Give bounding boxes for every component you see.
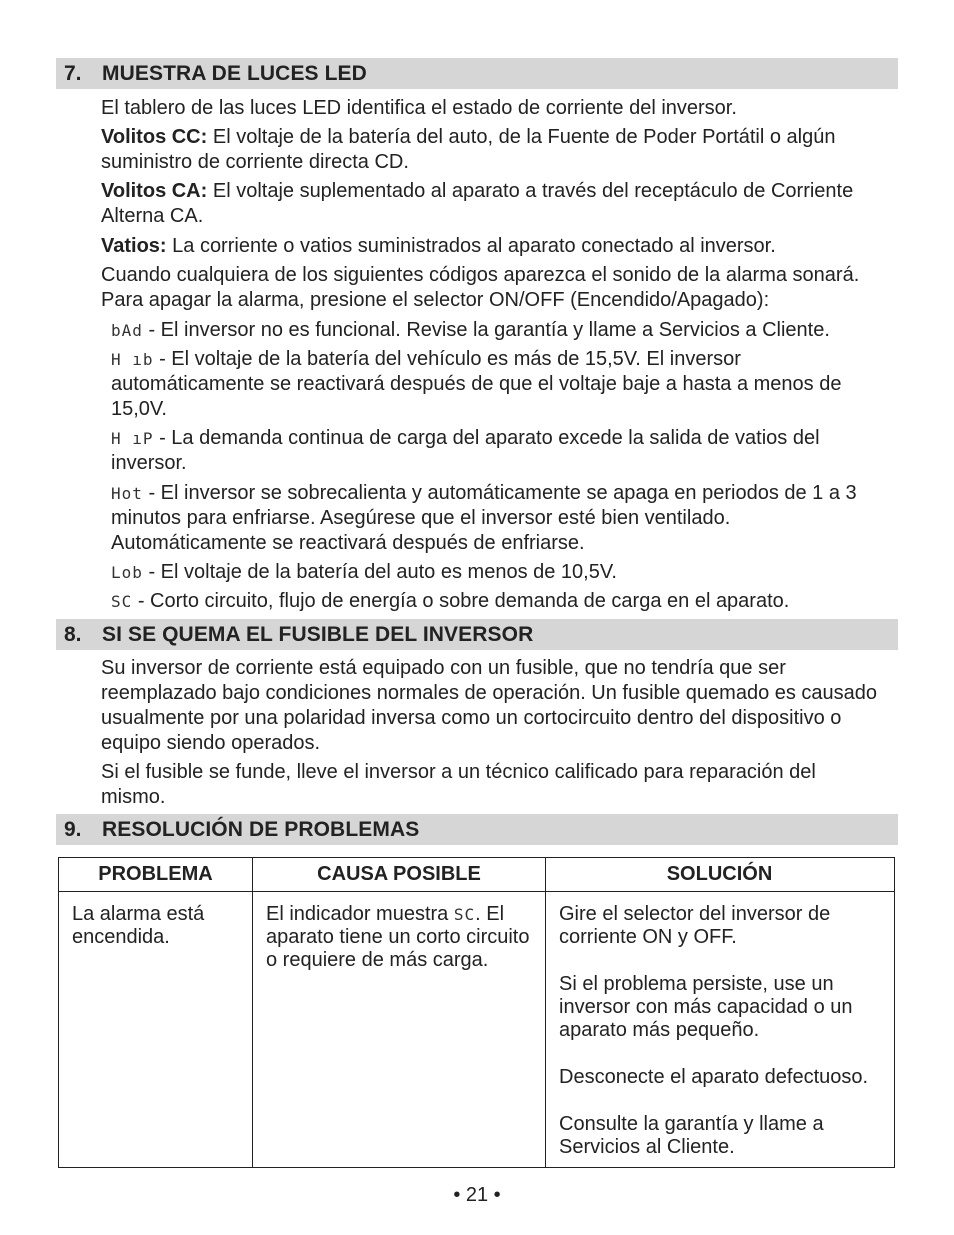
code-item (111, 560, 901, 585)
code-item (111, 481, 881, 556)
problem-cell (72, 903, 242, 973)
ac-volts-label: Volitos CA: (101, 180, 208, 202)
code-description: - El voltaje de la batería del vehículo es más de 15,5V. El inversor automáticamente se reactivará después de que el voltaje baje a hasta a menos de 15,0V. (111, 348, 842, 420)
display-code: H ıb (111, 350, 154, 369)
code-description: - Corto circuito, flujo de energía o sobre demanda de carga en el aparato. (132, 590, 790, 612)
section-number: 7. (64, 62, 82, 85)
section-8-header (56, 619, 898, 650)
header-divider (59, 891, 894, 892)
code-description: - La demanda continua de carga del aparato excede la salida de vatios del inversor. (111, 427, 820, 474)
header-cause: CAUSA POSIBLE (317, 863, 481, 885)
dc-volts-label: Volitos CC: (101, 126, 208, 148)
display-code: Lob (111, 563, 143, 582)
section-7-header (56, 58, 898, 89)
solution-item: Gire el selector del inversor de corriente ON y OFF. (559, 903, 831, 948)
code-description: - El voltaje de la batería del auto es menos de 10,5V. (142, 561, 617, 583)
section-number: 9. (64, 818, 82, 841)
display-code: H ıP (111, 429, 154, 448)
dc-volts-text: El voltaje de la batería del auto, de la Fuente de Poder Portátil o algún suministro de corriente directa CD. (101, 126, 836, 173)
header-problem: PROBLEMA (98, 863, 213, 885)
cause-text (266, 903, 531, 972)
fuse-paragraph-1: Su inversor de corriente está equipado con un fusible, que no tendría que ser reemplazado bajo condiciones normales de operación. Un fusible quemado es causado usualmente por una polaridad inversa como un cortocircuito dentro del dispositivo o equipo siendo operados. (101, 657, 878, 754)
solution-item: Si el problema persiste, use un inversor con más capacidad o un aparato más pequeño. (559, 973, 853, 1041)
section-title: RESOLUCIÓN DE PROBLEMAS (102, 818, 420, 841)
solution-item: Consulte la garantía y llame a Servicios al Cliente. (559, 1113, 824, 1158)
problem-text: La alarma está encendida. (72, 903, 205, 948)
watts-paragraph (101, 234, 901, 259)
column-divider (252, 858, 253, 1167)
section-title: MUESTRA DE LUCES LED (102, 62, 367, 85)
section-title: SI SE QUEMA EL FUSIBLE DEL INVERSOR (102, 623, 534, 646)
code-item (111, 347, 883, 422)
code-item (111, 589, 901, 614)
display-code: SC (111, 592, 133, 611)
code-description: - El inversor no es funcional. Revise la garantía y llame a Servicios a Cliente. (142, 319, 830, 341)
display-code: bAd (111, 321, 143, 340)
display-code: Hot (111, 484, 143, 503)
alarm-intro: Cuando cualquiera de los siguientes códigos aparezca el sonido de la alarma sonará. Para apagar la alarma, presione el selector ON/OFF (Encendido/Apagado): (101, 264, 860, 311)
section-9-header (56, 814, 898, 845)
ac-volts-paragraph (101, 179, 861, 229)
header-solution: SOLUCIÓN (666, 863, 773, 885)
column-divider (545, 858, 546, 1167)
section-number: 8. (64, 623, 82, 646)
ac-volts-text: El voltaje suplementado al aparato a través del receptáculo de Corriente Alterna CA. (101, 180, 854, 227)
watts-label: Vatios: (101, 235, 167, 257)
cause-suffix: . El aparato tiene un corto circuito o requiere de más carga. (266, 903, 530, 971)
code-description: - El inversor se sobrecalienta y automáticamente se apaga en periodos de 1 a 3 minutos para enfriarse. Asegúrese que el inversor esté bien ventilado. Automáticamente se reactivará después de enfriarse. (111, 482, 857, 554)
troubleshooting-table (58, 857, 895, 1168)
code-item (111, 426, 851, 476)
page-number: • 21 • (453, 1184, 501, 1206)
cause-cell (266, 903, 531, 996)
cause-prefix: El indicador muestra (266, 903, 454, 925)
solution-item: Desconecte el aparato defectuoso. (559, 1066, 869, 1088)
dc-volts-paragraph (101, 125, 861, 175)
led-intro: El tablero de las luces LED identifica el estado de corriente del inversor. (101, 97, 737, 119)
solution-cell (559, 903, 889, 1183)
watts-text: La corriente o vatios suministrados al aparato conectado al inversor. (166, 235, 776, 257)
fuse-paragraph-2: Si el fusible se funde, lleve el inversor a un técnico calificado para reparación del mismo. (101, 761, 816, 808)
display-code: SC (453, 905, 476, 924)
code-item (111, 318, 901, 343)
